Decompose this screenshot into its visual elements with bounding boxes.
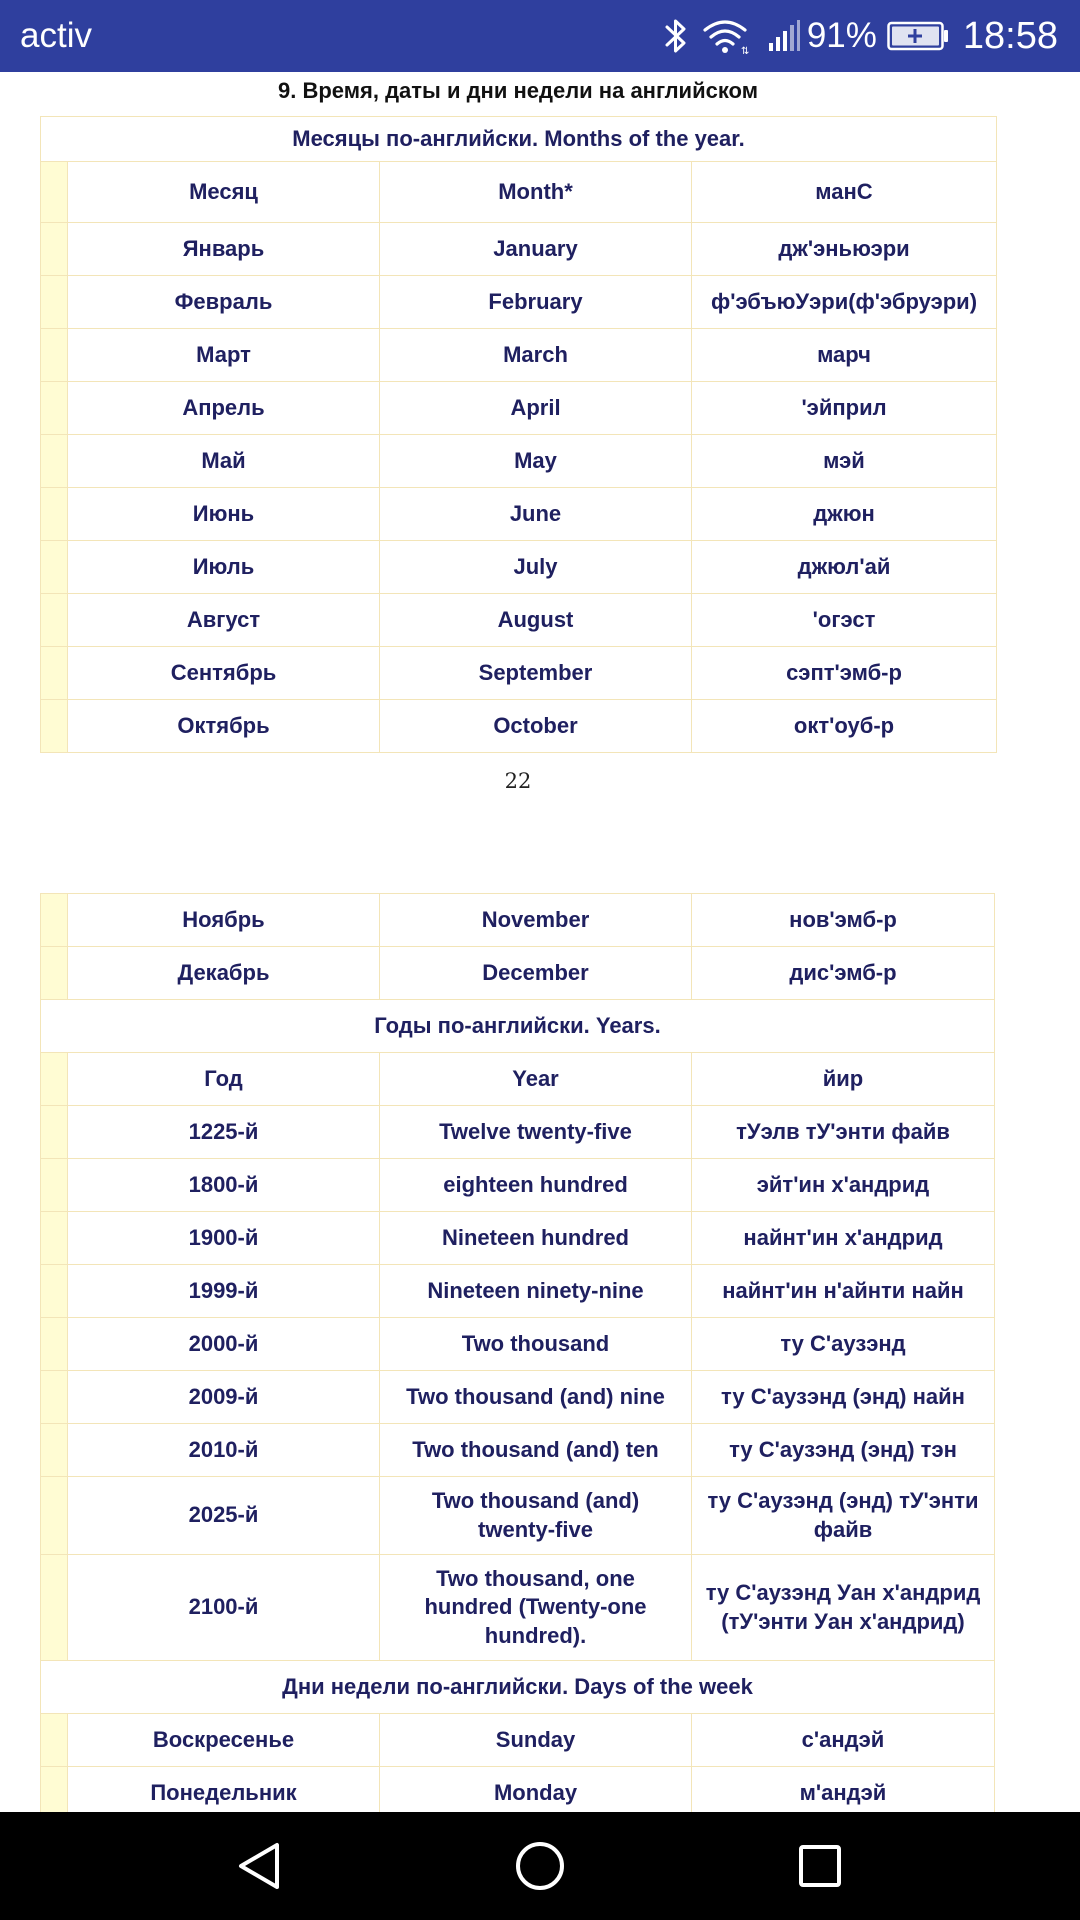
english-cell: October [380, 700, 692, 753]
english-cell: April [380, 382, 692, 435]
recents-button[interactable] [680, 1839, 960, 1893]
transcription-cell: джюн [692, 488, 997, 541]
table-row [41, 1212, 995, 1265]
english-cell: Nineteen hundred [380, 1212, 692, 1265]
transcription-cell: манС [692, 162, 997, 223]
document-heading: 9. Время, даты и дни недели на английском [278, 78, 758, 103]
status-icons [663, 15, 1058, 58]
home-button[interactable] [400, 1839, 680, 1893]
table-row [41, 276, 997, 329]
transcription-cell: ту С'аузэнд (энд) тэн [692, 1424, 995, 1477]
battery-percent: 91% [806, 16, 877, 55]
english-cell: Two thousand [380, 1318, 692, 1371]
page-number: 22 [504, 769, 532, 793]
russian-cell: Февраль [68, 276, 380, 329]
row-strip [41, 382, 68, 435]
transcription-cell: 'огэст [692, 594, 997, 647]
days-section-title: Дни недели по-английски. Days of the week [41, 1661, 995, 1714]
row-strip [41, 162, 68, 223]
app-name: activ [20, 16, 92, 55]
transcription-cell: дж'эньюэри [692, 223, 997, 276]
russian-cell: 2010-й [68, 1424, 380, 1477]
russian-cell: 1800-й [68, 1159, 380, 1212]
transcription-cell: нов'эмб-р [692, 894, 995, 947]
status-bar [0, 0, 1080, 72]
row-strip [41, 276, 68, 329]
table-row [41, 382, 997, 435]
days-section-title-row [41, 1661, 995, 1714]
row-strip [41, 1767, 68, 1813]
transcription-cell: окт'оуб-р [692, 700, 997, 753]
transcription-cell: джюл'ай [692, 541, 997, 594]
table-row [41, 435, 997, 488]
table-row [41, 1767, 995, 1813]
english-cell: June [380, 488, 692, 541]
english-cell: July [380, 541, 692, 594]
home-icon [513, 1839, 567, 1893]
row-strip [41, 1053, 68, 1106]
row-strip [41, 594, 68, 647]
transcription-cell: ту С'аузэнд [692, 1318, 995, 1371]
row-strip [41, 1477, 68, 1555]
row-strip [41, 947, 68, 1000]
transcription-cell: с'андэй [692, 1714, 995, 1767]
transcription-cell: ф'эбъюУэри(ф'эбруэри) [692, 276, 997, 329]
english-cell: Sunday [380, 1714, 692, 1767]
english-cell: Monday [380, 1767, 692, 1813]
russian-cell: Март [68, 329, 380, 382]
table-row [41, 1555, 995, 1661]
table-row [41, 1159, 995, 1212]
russian-cell: 2000-й [68, 1318, 380, 1371]
row-strip [41, 700, 68, 753]
russian-cell: 1999-й [68, 1265, 380, 1318]
english-cell: August [380, 594, 692, 647]
back-button[interactable] [120, 1839, 400, 1893]
english-cell: February [380, 276, 692, 329]
table-row [41, 1371, 995, 1424]
transcription-cell: йир [692, 1053, 995, 1106]
english-cell: Two thousand, one hundred (Twenty-one hundred). [380, 1555, 692, 1661]
russian-cell: Январь [68, 223, 380, 276]
russian-cell: Сентябрь [68, 647, 380, 700]
row-strip [41, 1106, 68, 1159]
english-cell: eighteen hundred [380, 1159, 692, 1212]
transcription-cell: марч [692, 329, 997, 382]
russian-cell: Май [68, 435, 380, 488]
row-strip [41, 541, 68, 594]
table-row [41, 594, 997, 647]
transcription-cell: найнт'ин х'андрид [692, 1212, 995, 1265]
navigation-bar [0, 1812, 1080, 1920]
russian-cell: Июнь [68, 488, 380, 541]
english-cell: January [380, 223, 692, 276]
row-strip [41, 329, 68, 382]
transcription-cell: эйт'ин х'андрид [692, 1159, 995, 1212]
row-strip [41, 647, 68, 700]
transcription-cell: 'эйприл [692, 382, 997, 435]
months-table [40, 116, 997, 753]
years-section-title: Годы по-английски. Years. [41, 1000, 995, 1053]
row-strip [41, 488, 68, 541]
russian-cell: Год [68, 1053, 380, 1106]
transcription-cell: м'андэй [692, 1767, 995, 1813]
transcription-cell: тУэлв тУ'энти файв [692, 1106, 995, 1159]
table-row [41, 1424, 995, 1477]
pdf-viewer-content[interactable] [0, 72, 1080, 1812]
table-row [41, 1714, 995, 1767]
row-strip [41, 1265, 68, 1318]
english-cell: Nineteen ninety-nine [380, 1265, 692, 1318]
english-cell: Two thousand (and) ten [380, 1424, 692, 1477]
english-cell: November [380, 894, 692, 947]
russian-cell: Апрель [68, 382, 380, 435]
months-section-title: Месяцы по-английски. Months of the year. [41, 117, 997, 162]
english-cell: March [380, 329, 692, 382]
row-strip [41, 1159, 68, 1212]
russian-cell: Декабрь [68, 947, 380, 1000]
table-row [41, 894, 995, 947]
english-cell: Twelve twenty-five [380, 1106, 692, 1159]
english-cell: May [380, 435, 692, 488]
russian-cell: 2025-й [68, 1477, 380, 1555]
table-row [41, 541, 997, 594]
transcription-cell: мэй [692, 435, 997, 488]
table-row [41, 223, 997, 276]
row-strip [41, 1212, 68, 1265]
row-strip [41, 1318, 68, 1371]
russian-cell: Месяц [68, 162, 380, 223]
transcription-cell: ту С'аузэнд Уан х'андрид (тУ'энти Уан х'андрид) [692, 1555, 995, 1661]
table-header-row [41, 1053, 995, 1106]
table-row [41, 1318, 995, 1371]
table-row [41, 647, 997, 700]
bluetooth-icon [663, 16, 689, 56]
transcription-cell: ту С'аузэнд (энд) тУ'энти файв [692, 1477, 995, 1555]
russian-cell: Август [68, 594, 380, 647]
back-icon [233, 1839, 287, 1893]
transcription-cell: ту С'аузэнд (энд) найн [692, 1371, 995, 1424]
months-section-title-row [41, 117, 997, 162]
table-row [41, 947, 995, 1000]
transcription-cell: дис'эмб-р [692, 947, 995, 1000]
row-strip [41, 1555, 68, 1661]
table-row [41, 1477, 995, 1555]
english-cell: Year [380, 1053, 692, 1106]
english-cell: September [380, 647, 692, 700]
row-strip [41, 1424, 68, 1477]
table-header-row [41, 162, 997, 223]
russian-cell: Ноябрь [68, 894, 380, 947]
russian-cell: 1225-й [68, 1106, 380, 1159]
years-section-title-row [41, 1000, 995, 1053]
recents-icon [793, 1839, 847, 1893]
russian-cell: Понедельник [68, 1767, 380, 1813]
table-row [41, 700, 997, 753]
months-years-days-table [40, 893, 995, 1812]
russian-cell: 1900-й [68, 1212, 380, 1265]
russian-cell: 2009-й [68, 1371, 380, 1424]
row-strip [41, 1371, 68, 1424]
battery-charging-icon [887, 20, 949, 52]
russian-cell: Июль [68, 541, 380, 594]
table-row [41, 1265, 995, 1318]
english-cell: Two thousand (and) twenty-five [380, 1477, 692, 1555]
english-cell: Month* [380, 162, 692, 223]
table-row [41, 1106, 995, 1159]
english-cell: Two thousand (and) nine [380, 1371, 692, 1424]
clock: 18:58 [962, 14, 1058, 57]
transcription-cell: найнт'ин н'айнти найн [692, 1265, 995, 1318]
signal-icon [767, 19, 801, 53]
row-strip [41, 1714, 68, 1767]
row-strip [41, 223, 68, 276]
table-row [41, 329, 997, 382]
russian-cell: Октябрь [68, 700, 380, 753]
russian-cell: Воскресенье [68, 1714, 380, 1767]
table-row [41, 488, 997, 541]
row-strip [41, 894, 68, 947]
row-strip [41, 435, 68, 488]
svg-text:⇅: ⇅ [740, 46, 749, 56]
transcription-cell: сэпт'эмб-р [692, 647, 997, 700]
english-cell: December [380, 947, 692, 1000]
wifi-icon [701, 16, 749, 56]
russian-cell: 2100-й [68, 1555, 380, 1661]
